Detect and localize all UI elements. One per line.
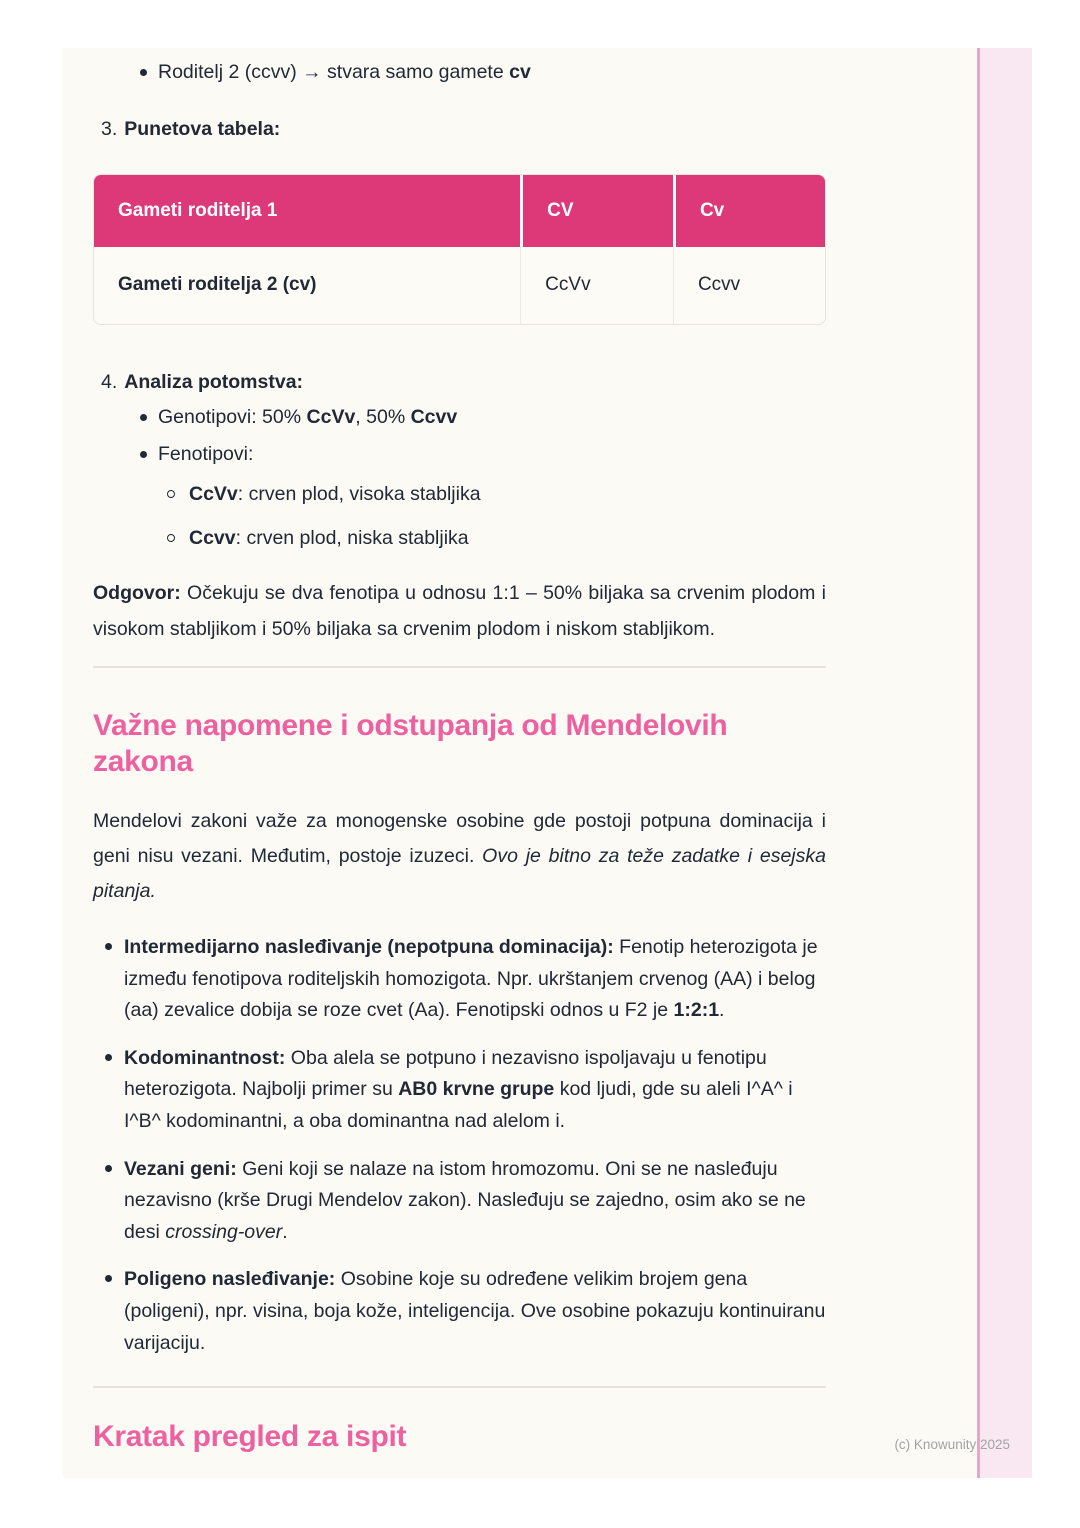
punnett-table [93, 174, 826, 325]
text-run: , 50% [355, 405, 411, 428]
list-item-text: Fenotipovi: [158, 443, 254, 465]
bold-run: 1:2:1 [673, 999, 720, 1022]
table-header-row [94, 175, 825, 248]
note-text [124, 1264, 826, 1359]
list-item-text [189, 480, 481, 509]
bold-run: CcVv [306, 405, 356, 428]
bold-run: AB0 krvne grupe [398, 1078, 555, 1101]
list-item-text [158, 58, 531, 87]
answer-text: Očekuju se dva fenotipa u odnosu 1:1 – 50% biljaka sa crvenim plodom i visokom stabljikom i 50% biljaka sa crvenim plodom i niskom stabljikom. [93, 581, 826, 640]
numbered-item-3 [93, 115, 826, 144]
list-item-genotipovi [93, 403, 826, 432]
note-item-intermedijarno [93, 932, 826, 1027]
note-text [124, 1043, 826, 1138]
copyright-watermark: (c) Knowunity 2025 [894, 1437, 1010, 1452]
bullet-circle-icon [167, 490, 175, 498]
bottom-section-heading: Kratak pregled za ispit [93, 1420, 407, 1454]
bold-run: Ccvv [189, 526, 236, 549]
list-item-roditelj2 [93, 58, 826, 87]
item-title: Punetova tabela: [124, 118, 281, 141]
divider [93, 1386, 826, 1388]
note-item-kodominantnost [93, 1043, 826, 1138]
notes-list [93, 932, 826, 1359]
numbered-item-4 [93, 368, 826, 397]
list-item-text [189, 524, 469, 553]
note-lead: Intermedijarno nasleđivanje (nepotpuna dominacija): [124, 936, 614, 959]
header-cell-gameti-1: Gameti roditelja 1 [94, 175, 520, 248]
text-run: Osobine koje su određene velikim brojem gena (poligeni), npr. visina, boja kože, inteligencija. Ove osobine pokazuju kontinuiranu varijaciju. [124, 1268, 826, 1354]
text-run: Roditelj 2 (ccvv) → stvara samo gamete [158, 61, 510, 83]
divider [93, 666, 826, 668]
bullet-dot-icon [105, 1054, 112, 1061]
bullet-dot-icon [105, 1165, 112, 1172]
text-run: Mendelovi zakoni važe za monogenske osobine gde postoji potpuna dominacija i geni nisu vezani. Međutim, postoje izuzeci. [93, 809, 826, 867]
sublist-item-ccvv-low [93, 524, 826, 553]
text-run: : crven plod, visoka stabljika [237, 483, 481, 506]
bullet-dot-icon [105, 1275, 112, 1282]
note-text [124, 1154, 826, 1249]
sublist-item-ccvv-high [93, 480, 826, 509]
text-run: . [282, 1220, 288, 1243]
item-number: 3. [101, 118, 118, 141]
list-item-text [158, 403, 457, 432]
text-run: Fenotip heterozigota je između fenotipova roditeljskih homozigota. Npr. ukrštanjem crvenog (AA) i belog (aa) zevalice dobija se roze cvet (Aa). Fenotipski odnos u F2 je [124, 936, 818, 1022]
text-run: Genotipovi: 50% [158, 405, 307, 428]
header-cell-cv-mixed: Cv [673, 175, 825, 248]
note-item-poligeno [93, 1264, 826, 1359]
note-item-vezani-geni [93, 1154, 826, 1249]
text-run: kod ljudi, gde su aleli I^A^ i I^B^ kodominantni, a oba dominantna nad alelom i. [124, 1078, 793, 1133]
item-number: 4. [101, 370, 118, 393]
bullet-dot-icon [140, 451, 147, 458]
text-run: Geni koji se nalaze na istom hromozomu. Oni se ne nasleđuju nezavisno (krše Drugi Mendelov zakon). Nasleđuju se zajedno, osim ako se ne desi [124, 1157, 806, 1243]
cell-ccvv-2: Ccvv [673, 247, 825, 324]
italic-run: crossing-over [165, 1220, 283, 1243]
note-lead: Poligeno nasleđivanje: [124, 1268, 336, 1291]
answer-paragraph [93, 575, 826, 647]
bold-run: CcVv [189, 483, 238, 506]
bold-run: Ccvv [410, 405, 458, 428]
table-body-row [94, 247, 825, 324]
row-header-gameti-2: Gameti roditelja 2 (cv) [94, 247, 520, 324]
text-run: : crven plod, niska stabljika [235, 526, 469, 549]
answer-label: Odgovor: [93, 581, 181, 604]
bullet-dot-icon [140, 414, 147, 421]
bullet-dot-icon [140, 69, 147, 76]
page-edge-stripe [977, 48, 1032, 1478]
document-page [62, 48, 1032, 1478]
note-lead: Kodominantnost: [124, 1046, 286, 1069]
section-heading: Važne napomene i odstupanja od Mendelovih zakona [93, 708, 728, 778]
note-lead: Vezani geni: [124, 1157, 237, 1180]
text-run: Oba alela se potpuno i nezavisno ispoljavaju u fenotipu heterozigota. Najbolji primer su [124, 1046, 767, 1101]
italic-run: Ovo je bitno za teže zadatke i esejska pitanja. [93, 844, 826, 903]
page-content [93, 48, 826, 1455]
header-cell-cv-upper: CV [520, 175, 673, 248]
section-intro-paragraph [93, 804, 826, 909]
text-run: . [719, 999, 725, 1022]
cell-ccvv-1: CcVv [520, 247, 673, 324]
bullet-dot-icon [105, 943, 112, 950]
bold-run: cv [509, 61, 531, 83]
note-text [124, 932, 826, 1027]
bullet-circle-icon [167, 534, 175, 542]
list-item-fenotipovi [93, 440, 826, 469]
item-title: Analiza potomstva: [124, 370, 304, 393]
